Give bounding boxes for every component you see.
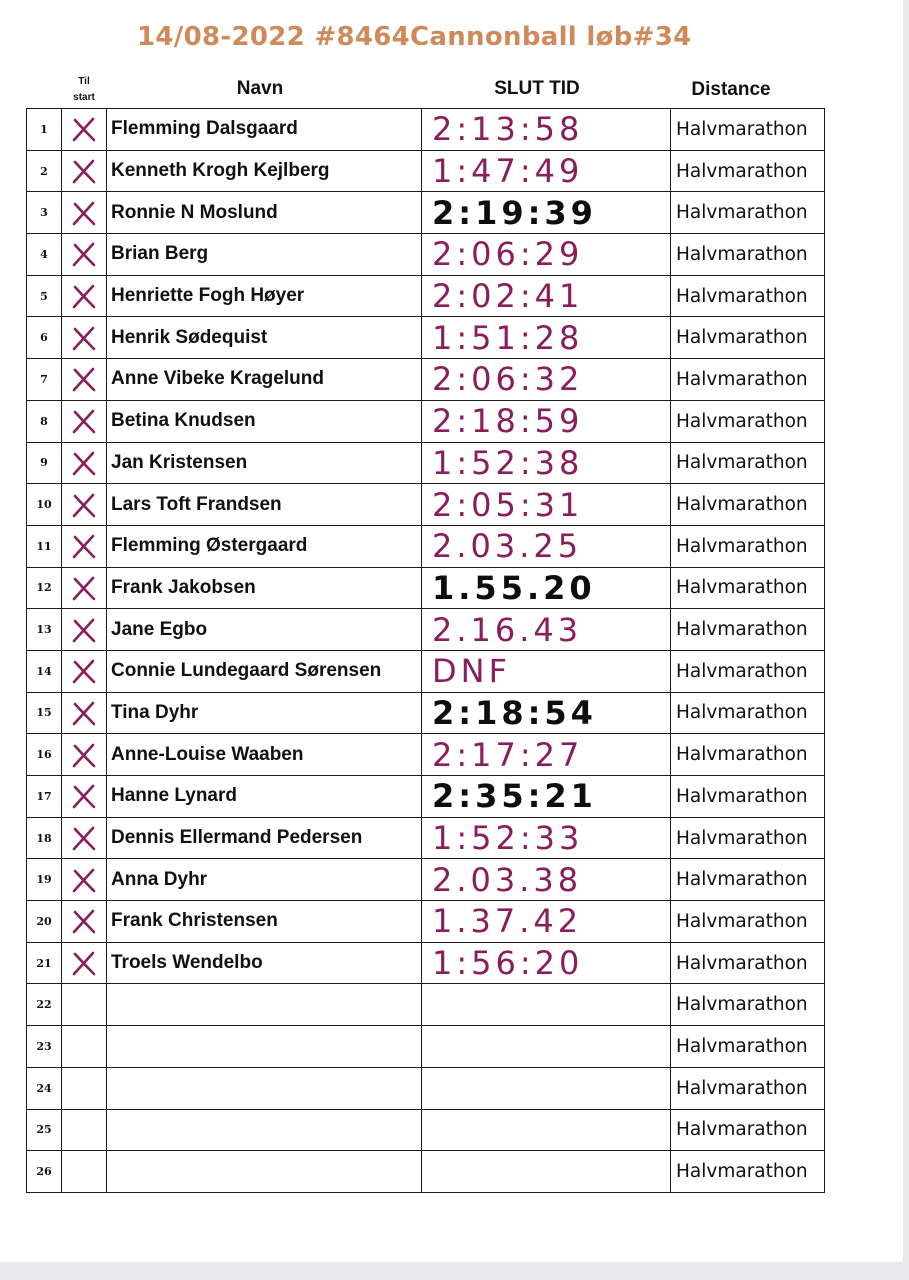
table-row	[27, 192, 825, 234]
row-number: 6	[27, 317, 62, 359]
start-check-icon	[69, 906, 99, 936]
start-check-icon	[69, 865, 99, 895]
distance: Halvmarathon	[671, 1067, 825, 1109]
start-mark-cell	[62, 734, 107, 776]
finish-time: 2:02:41	[422, 275, 671, 317]
finish-time: DNF	[422, 650, 671, 692]
distance: Halvmarathon	[671, 692, 825, 734]
start-check-icon	[69, 114, 99, 144]
table-row	[27, 400, 825, 442]
start-mark-cell	[62, 150, 107, 192]
header-start: start	[73, 92, 95, 103]
runner-name: Dennis Ellermand Pedersen	[107, 817, 422, 859]
row-number: 23	[27, 1026, 62, 1068]
start-mark-cell	[62, 234, 107, 276]
row-number: 15	[27, 692, 62, 734]
distance: Halvmarathon	[671, 984, 825, 1026]
start-mark-cell	[62, 1026, 107, 1068]
start-mark-cell	[62, 192, 107, 234]
start-mark-cell	[62, 859, 107, 901]
table-row	[27, 484, 825, 526]
start-check-icon	[69, 406, 99, 436]
distance: Halvmarathon	[671, 1026, 825, 1068]
table-row	[27, 859, 825, 901]
distance: Halvmarathon	[671, 734, 825, 776]
runner-name: Brian Berg	[107, 234, 422, 276]
table-row	[27, 234, 825, 276]
distance: Halvmarathon	[671, 484, 825, 526]
finish-time: 1.37.42	[422, 901, 671, 943]
row-number: 14	[27, 650, 62, 692]
row-number: 25	[27, 1109, 62, 1151]
start-mark-cell	[62, 984, 107, 1026]
finish-time: 2:17:27	[422, 734, 671, 776]
start-check-icon	[69, 364, 99, 394]
distance: Halvmarathon	[671, 650, 825, 692]
row-number: 20	[27, 901, 62, 943]
finish-time: 2:35:21	[422, 776, 671, 818]
row-number: 8	[27, 400, 62, 442]
row-number: 3	[27, 192, 62, 234]
finish-time	[422, 1109, 671, 1151]
row-number: 24	[27, 1067, 62, 1109]
runner-name: Troels Wendelbo	[107, 942, 422, 984]
finish-time: 2:18:59	[422, 400, 671, 442]
distance: Halvmarathon	[671, 442, 825, 484]
runner-name: Frank Jakobsen	[107, 567, 422, 609]
finish-time: 1.55.20	[422, 567, 671, 609]
runner-name: Hanne Lynard	[107, 776, 422, 818]
distance: Halvmarathon	[671, 942, 825, 984]
start-check-icon	[69, 323, 99, 353]
finish-time: 2:05:31	[422, 484, 671, 526]
runner-name: Jan Kristensen	[107, 442, 422, 484]
start-check-icon	[69, 698, 99, 728]
start-mark-cell	[62, 609, 107, 651]
finish-time	[422, 984, 671, 1026]
runner-name: Flemming Østergaard	[107, 525, 422, 567]
row-number: 13	[27, 609, 62, 651]
table-row	[27, 317, 825, 359]
runner-name: Anna Dyhr	[107, 859, 422, 901]
start-mark-cell	[62, 776, 107, 818]
distance: Halvmarathon	[671, 1109, 825, 1151]
row-number: 10	[27, 484, 62, 526]
start-mark-cell	[62, 567, 107, 609]
table-row	[27, 1026, 825, 1068]
distance: Halvmarathon	[671, 275, 825, 317]
finish-time: 2.03.38	[422, 859, 671, 901]
start-check-icon	[69, 823, 99, 853]
header-til: Til	[78, 76, 90, 87]
runner-name: Henrik Sødequist	[107, 317, 422, 359]
finish-time: 1:52:38	[422, 442, 671, 484]
runner-name	[107, 984, 422, 1026]
table-row	[27, 525, 825, 567]
distance: Halvmarathon	[671, 359, 825, 401]
table-row	[27, 984, 825, 1026]
start-check-icon	[69, 573, 99, 603]
table-row	[27, 275, 825, 317]
finish-time: 1:47:49	[422, 150, 671, 192]
header-slut-tid: SLUT TID	[494, 78, 580, 99]
finish-time: 1:51:28	[422, 317, 671, 359]
runner-name: Anne-Louise Waaben	[107, 734, 422, 776]
start-check-icon	[69, 198, 99, 228]
finish-time: 2.03.25	[422, 525, 671, 567]
table-row	[27, 442, 825, 484]
runner-name: Flemming Dalsgaard	[107, 109, 422, 151]
row-number: 12	[27, 567, 62, 609]
results-table	[26, 108, 825, 1193]
finish-time: 2:06:29	[422, 234, 671, 276]
table-row	[27, 734, 825, 776]
start-mark-cell	[62, 317, 107, 359]
finish-time: 1:56:20	[422, 942, 671, 984]
table-row	[27, 776, 825, 818]
start-mark-cell	[62, 525, 107, 567]
runner-name: Connie Lundegaard Sørensen	[107, 650, 422, 692]
start-check-icon	[69, 281, 99, 311]
start-check-icon	[69, 490, 99, 520]
start-mark-cell	[62, 484, 107, 526]
runner-name	[107, 1026, 422, 1068]
table-row	[27, 1109, 825, 1151]
row-number: 4	[27, 234, 62, 276]
runner-name: Betina Knudsen	[107, 400, 422, 442]
row-number: 26	[27, 1151, 62, 1193]
row-number: 19	[27, 859, 62, 901]
finish-time: 1:52:33	[422, 817, 671, 859]
start-mark-cell	[62, 442, 107, 484]
table-row	[27, 1151, 825, 1193]
distance: Halvmarathon	[671, 192, 825, 234]
distance: Halvmarathon	[671, 150, 825, 192]
start-mark-cell	[62, 650, 107, 692]
finish-time: 2:18:54	[422, 692, 671, 734]
distance: Halvmarathon	[671, 776, 825, 818]
runner-name	[107, 1067, 422, 1109]
start-check-icon	[69, 531, 99, 561]
distance: Halvmarathon	[671, 817, 825, 859]
row-number: 17	[27, 776, 62, 818]
finish-time	[422, 1151, 671, 1193]
start-mark-cell	[62, 817, 107, 859]
row-number: 1	[27, 109, 62, 151]
distance: Halvmarathon	[671, 567, 825, 609]
distance: Halvmarathon	[671, 400, 825, 442]
distance: Halvmarathon	[671, 525, 825, 567]
distance: Halvmarathon	[671, 109, 825, 151]
start-check-icon	[69, 615, 99, 645]
start-mark-cell	[62, 275, 107, 317]
row-number: 5	[27, 275, 62, 317]
distance: Halvmarathon	[671, 901, 825, 943]
start-check-icon	[69, 948, 99, 978]
start-mark-cell	[62, 1151, 107, 1193]
table-row	[27, 359, 825, 401]
finish-time	[422, 1067, 671, 1109]
runner-name: Ronnie N Moslund	[107, 192, 422, 234]
start-mark-cell	[62, 359, 107, 401]
table-row	[27, 567, 825, 609]
row-number: 9	[27, 442, 62, 484]
table-row	[27, 609, 825, 651]
row-number: 2	[27, 150, 62, 192]
distance: Halvmarathon	[671, 317, 825, 359]
runner-name: Jane Egbo	[107, 609, 422, 651]
table-row	[27, 109, 825, 151]
start-mark-cell	[62, 901, 107, 943]
start-check-icon	[69, 656, 99, 686]
runner-name: Kenneth Krogh Kejlberg	[107, 150, 422, 192]
table-row	[27, 942, 825, 984]
runner-name: Henriette Fogh Høyer	[107, 275, 422, 317]
distance: Halvmarathon	[671, 609, 825, 651]
sheet-title: 14/08-2022 #8464Cannonball løb#34	[137, 22, 692, 52]
row-number: 18	[27, 817, 62, 859]
start-check-icon	[69, 740, 99, 770]
table-row	[27, 901, 825, 943]
row-number: 16	[27, 734, 62, 776]
table-row	[27, 650, 825, 692]
runner-name: Frank Christensen	[107, 901, 422, 943]
header-til-start	[62, 74, 106, 106]
finish-time: 2:13:58	[422, 109, 671, 151]
start-mark-cell	[62, 1109, 107, 1151]
start-mark-cell	[62, 109, 107, 151]
table-row	[27, 692, 825, 734]
start-mark-cell	[62, 942, 107, 984]
row-number: 11	[27, 525, 62, 567]
runner-name: Tina Dyhr	[107, 692, 422, 734]
start-check-icon	[69, 239, 99, 269]
runner-name	[107, 1109, 422, 1151]
start-check-icon	[69, 781, 99, 811]
distance: Halvmarathon	[671, 1151, 825, 1193]
row-number: 7	[27, 359, 62, 401]
finish-time	[422, 1026, 671, 1068]
header-navn: Navn	[236, 78, 284, 99]
finish-time: 2:06:32	[422, 359, 671, 401]
finish-time: 2.16.43	[422, 609, 671, 651]
start-mark-cell	[62, 692, 107, 734]
row-number: 21	[27, 942, 62, 984]
table-row	[27, 1067, 825, 1109]
results-table-body	[27, 109, 825, 1193]
row-number: 22	[27, 984, 62, 1026]
runner-name: Anne Vibeke Kragelund	[107, 359, 422, 401]
table-row	[27, 817, 825, 859]
start-check-icon	[69, 156, 99, 186]
runner-name	[107, 1151, 422, 1193]
runner-name: Lars Toft Frandsen	[107, 484, 422, 526]
start-check-icon	[69, 448, 99, 478]
distance: Halvmarathon	[671, 859, 825, 901]
header-distance: Distance	[691, 79, 771, 100]
table-row	[27, 150, 825, 192]
distance: Halvmarathon	[671, 234, 825, 276]
start-mark-cell	[62, 1067, 107, 1109]
finish-time: 2:19:39	[422, 192, 671, 234]
start-mark-cell	[62, 400, 107, 442]
